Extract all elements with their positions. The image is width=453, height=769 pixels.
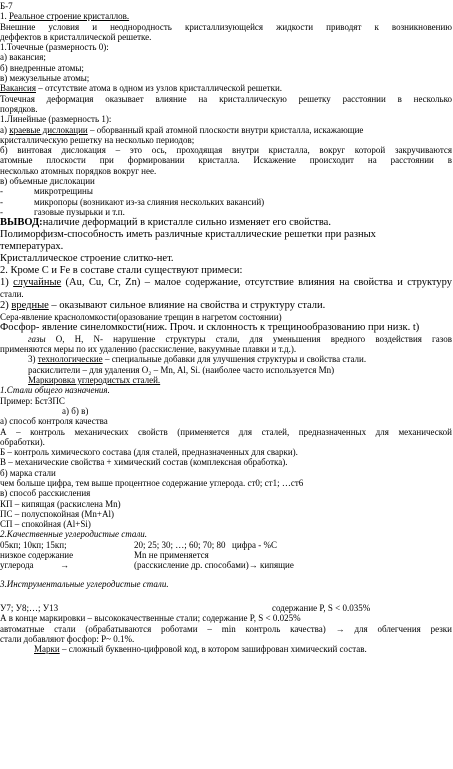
paragraph: применяются меры по их удалению (расскисление, вакуумные плавки и т.д.). [0,344,297,355]
marking-heading: Маркировка углеродистых сталей. [28,375,161,386]
list-item: - газовые пузырьки и т.п. [0,206,125,217]
quality-steels-row: углерода → (расскисление др. способами)→ кипящие [0,560,294,571]
paragraph: СП – спокойная (Al+Si) [0,519,91,530]
paragraph: Внешние условия и неоднородность кристаллизующейся жидкости приводят к возникновению [0,21,452,32]
paragraph: несколько атомных порядков вокруг нее. [0,165,157,176]
subsection-heading: 1.Стали общего назначения. [0,385,110,396]
list-item: - микропоры (возникают из-за слияния нескольких вакансий) [0,196,265,207]
paragraph: ПС – полуспокойная (Mn+Al) [0,508,115,519]
point-defects-heading: 1.Точечные (размерность 0): [0,42,109,53]
section-1-title: 1. Реальное строение кристаллов. [0,11,130,22]
example-labels: а) б) в) [62,405,89,416]
paragraph: стали добавляют фосфор: P~ 0.1%. [0,633,135,644]
paragraph: порядков. [0,103,38,114]
paragraph: чем больше цифра, тем выше процентное содержание углерода. ст0; ст1; …ст6 [0,477,304,488]
linear-defects-heading: 1.Линейные (размерность 1): [0,114,112,125]
paragraph: Кристаллическое строение слитко-нет. [0,253,174,265]
paragraph: деффектов в кристаллической решетке. [0,31,152,42]
subsection-heading: 2.Качественные углеродистые стали. [0,529,148,540]
list-item: б) внедренные атомы; [0,62,84,73]
paragraph: А в конце маркировки – высококачественные стали; содержание P, S < 0.025% [0,613,301,624]
section-2-title: 2. Кроме C и Fe в составе стали существуют примеси: [0,265,243,277]
list-item: 1) случайные (Au, Cu, Cr, Zn) – малое содержание, отсутствие влияния на свойства и структуру [0,277,452,289]
list-item: 2) вредные – оказывают сильное влияние на свойства и структуру стали. [0,299,326,311]
paragraph: КП – кипящая (раскислена Mn) [0,498,121,509]
paragraph: Полиморфизм-способность иметь различные кристаллические решетки при разных [0,229,376,241]
list-item: - микротрещины [0,186,93,197]
list-item: 3) технологические – специальные добавки для улучшения структуры и свойства стали. [28,354,367,365]
list-item: в) межузельные атомы; [0,73,90,84]
paragraph: Сера-явление красноломкости(оразование трещин в нагретом состоянии) [0,311,282,322]
paragraph: раскислители – для удаления O₂ – Mn, Al, Si. (наиболее часто используется Mn) [28,364,335,375]
document-page [0,1,452,654]
quality-steels-row: низкое содержание Mn не применяется [0,550,209,561]
paragraph: температурах. [0,241,64,253]
vacancy-definition: Вакансия – отсутствие атома в одном из узлов кристаллической решетки. [0,83,283,94]
volume-defects-heading: в) объемные дислокации [0,176,95,187]
example: Пример: БстЗПС [0,395,65,406]
paragraph: обработки). [0,436,45,447]
paragraph: Б – контроль химического состава (для сталей, предназначенных для сварки). [0,447,298,458]
paragraph: стали. [0,289,24,300]
list-item: б) марка стали [0,467,56,478]
quality-steels-row: 05кп; 10кп; 15кп; 20; 25; 30; …; 60; 70; 80 цифра - %C [0,539,277,550]
paragraph: газы O, H, N- нарушение структуры стали, для уменьшения вредного воздействия газов [28,333,452,344]
paragraph: Точечная деформация оказывает влияние на кристаллическую решетку расстоянии в несколько [0,93,452,104]
paragraph: б) винтовая дислокация – это ось, проходящая внутри кристалла, вокруг которой закручиваются [0,145,452,156]
list-item: а) вакансия; [0,52,46,63]
paragraph: автоматные стали (обрабатываются роботами – min контроль качества) → для облегчения резки [0,623,452,634]
list-item: а) краевые дислокации – оборванный край атомной плоскости внутри кристалла, искажающие [0,124,364,135]
paragraph: Фосфор- явление синеломкости(ниж. Проч. и склонность к трещинообразованию при низк. t) [0,321,420,333]
paragraph: В – механические свойства + химический состав (комплексная обработка). [0,457,288,468]
paragraph: Марки – сложный буквенно-цифровой код, в котором зашифрован химический состав. [34,644,367,655]
doc-code: Б-7 [0,1,13,11]
list-item: а) способ контроля качества [0,416,108,427]
conclusion: ВЫВОД:наличие деформаций в кристалле сильно изменяет его свойства. [0,217,331,229]
paragraph: кристаллическую решетку на несколько периодов; [0,134,195,145]
paragraph: А – контроль механических свойств (применяется для сталей, предназначенных для механической [0,426,452,437]
list-item: в) способ расскисления [0,488,91,499]
tool-steels-row: У7; У8;…; У13 содержание P, S < 0.035% [0,602,371,613]
paragraph: атомные плоскости при формировании кристалла. Искажение происходит на расстоянии в [0,155,452,166]
subsection-heading: 3.Инструментальные углеродистые стали. [0,578,169,589]
